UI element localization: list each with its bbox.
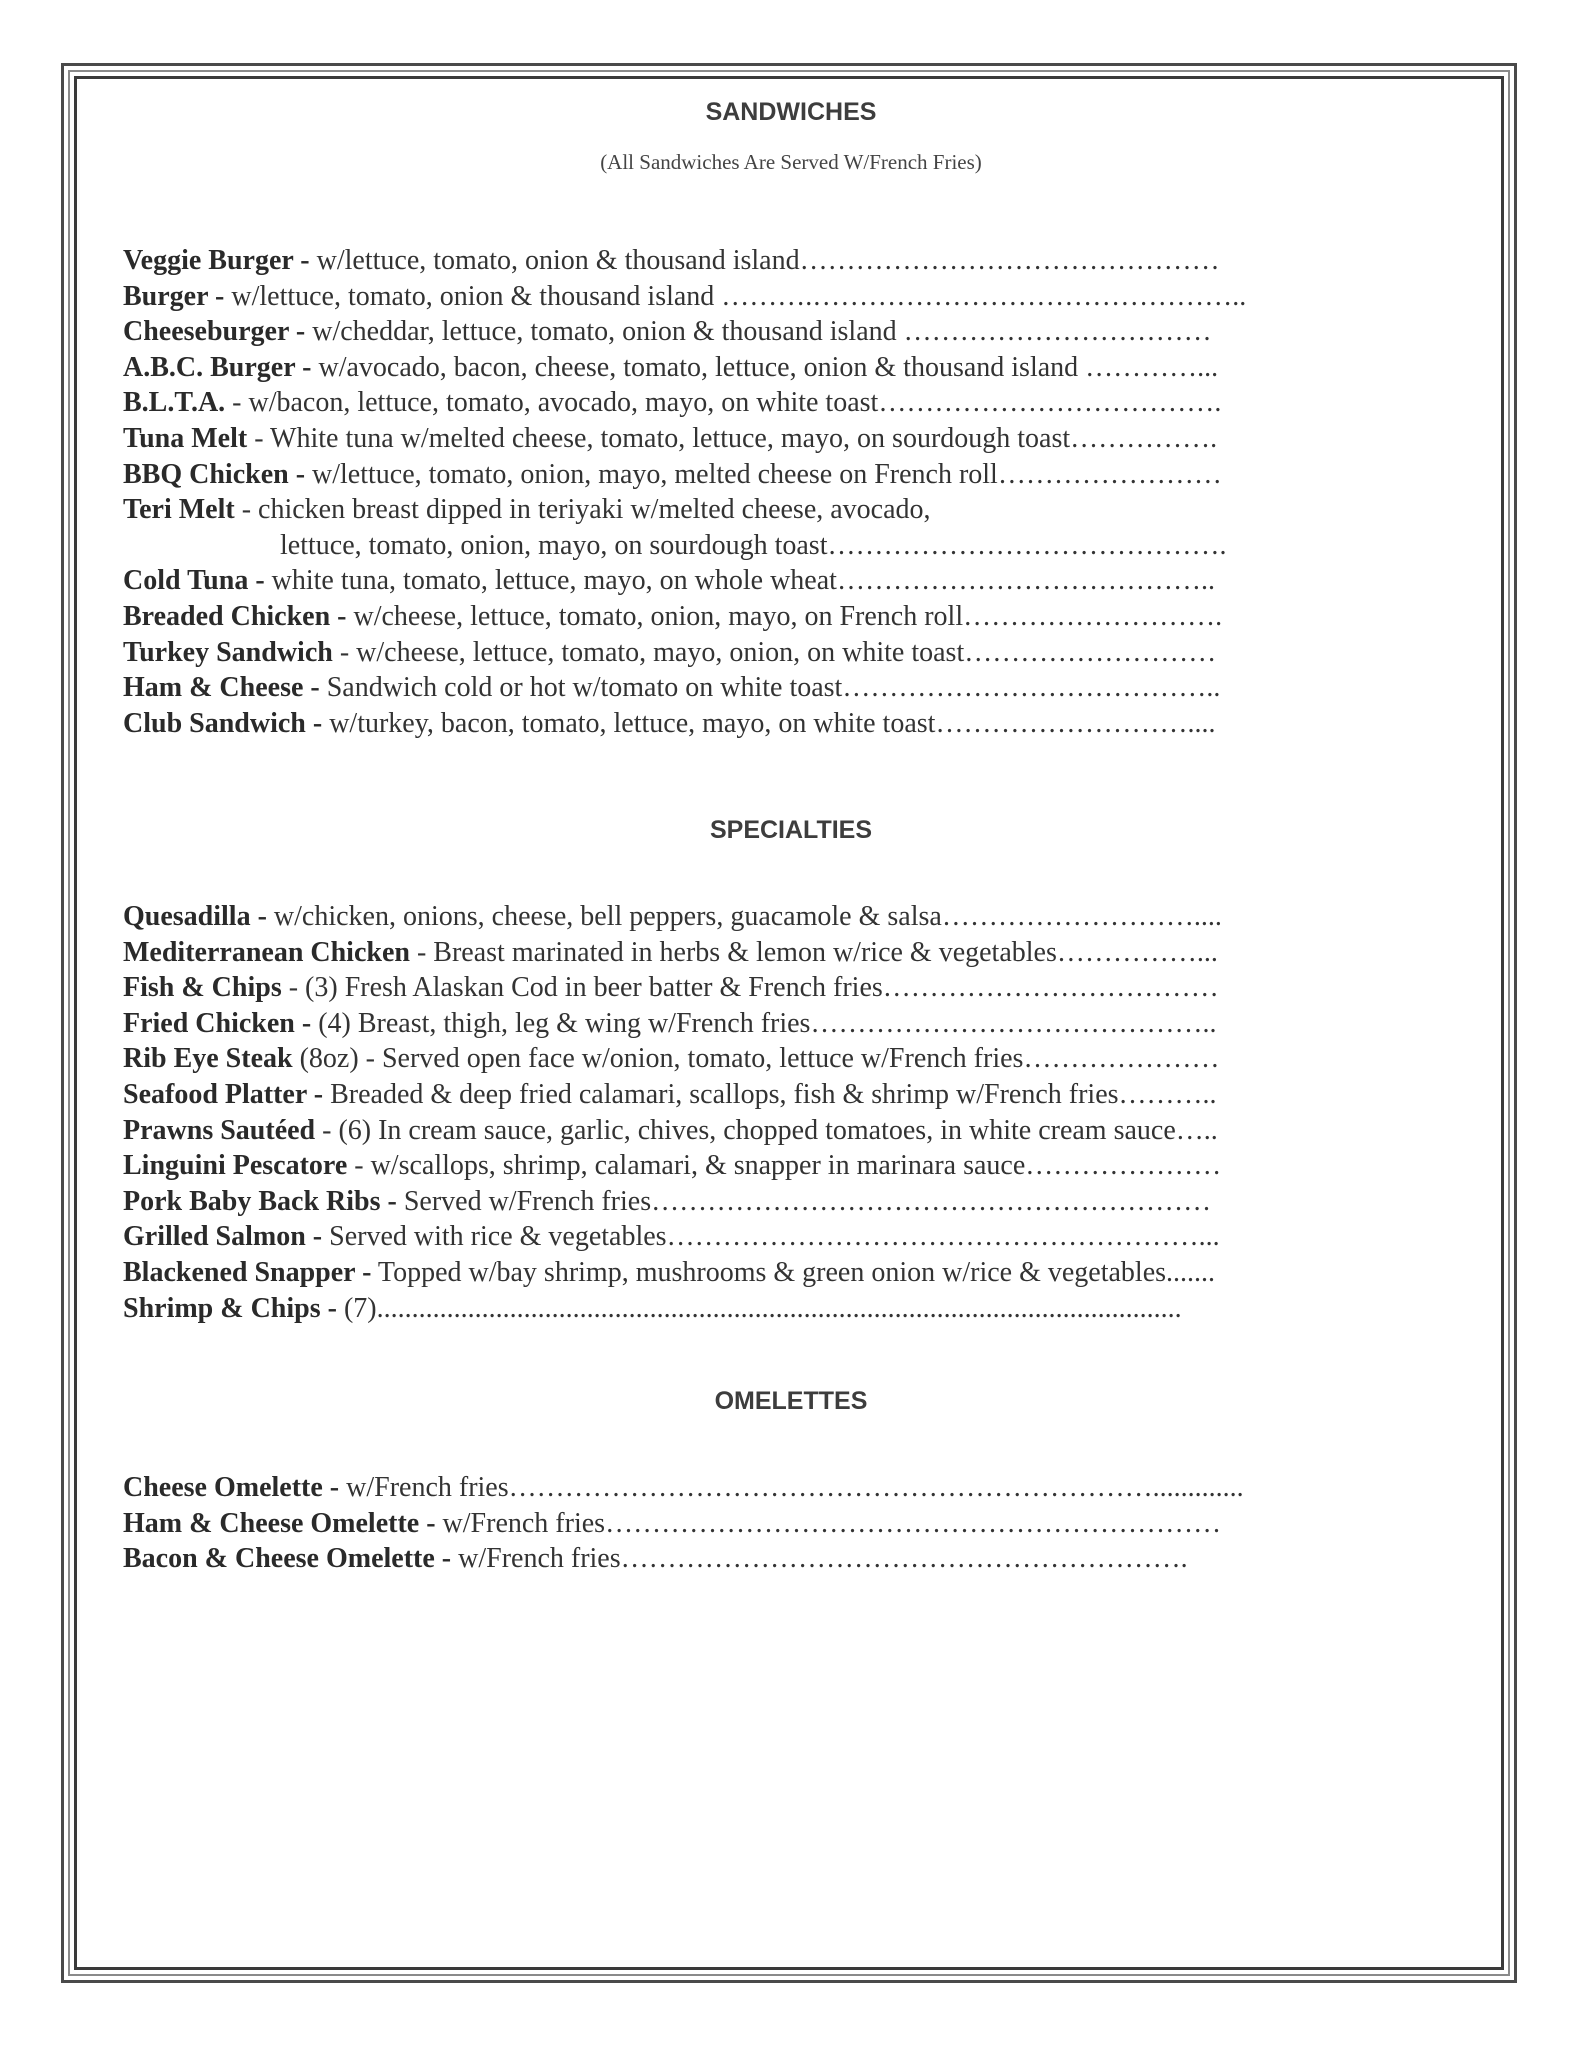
menu-item-name: A.B.C. Burger -	[123, 351, 312, 383]
menu-item-leader-dots: …………………………………………………………	[605, 1507, 1222, 1539]
menu-item-leader-dots: ………………………………	[882, 972, 1219, 1004]
menu-item	[123, 899, 1343, 935]
menu-item-leader-dots: ……………………………………………………	[651, 1185, 1212, 1217]
menu-item	[123, 1184, 1343, 1220]
menu-item	[123, 1006, 1343, 1042]
menu-item-description: Sandwich cold or hot w/tomato on white toast	[319, 672, 843, 704]
menu-item	[123, 243, 1343, 279]
menu-item-name: Teri Melt	[123, 494, 235, 526]
menu-item	[123, 706, 1343, 742]
menu-item	[123, 350, 1343, 386]
menu-item-leader-dots: …………………………………………………….	[620, 1543, 1188, 1575]
menu-item-description: w/French fries	[451, 1543, 621, 1575]
menu-item	[123, 528, 1343, 564]
menu-item	[123, 670, 1343, 706]
menu-item-name: Cold Tuna -	[123, 565, 265, 597]
menu-item-name: Breaded Chicken -	[123, 600, 347, 632]
specialties-heading: SPECIALTIES	[709, 816, 873, 844]
menu-item-description: w/cheese, lettuce, tomato, onion, mayo, on French roll	[346, 600, 964, 632]
menu-item-description: w/lettuce, tomato, onion & thousand island	[309, 245, 800, 276]
menu-item-leader-dots: ……………………………………..	[810, 1007, 1217, 1039]
menu-item-leader-dots: …………………………………..	[842, 672, 1221, 704]
menu-item-leader-dots: ……….………………………………………..	[721, 280, 1247, 312]
menu-item-leader-dots: …………………………………….	[827, 529, 1227, 561]
menu-item-name: Ham & Cheese -	[123, 672, 320, 704]
menu-item	[123, 457, 1343, 493]
menu-item-name: BBQ Chicken -	[123, 458, 306, 490]
menu-item-description: w/chicken, onions, cheese, bell peppers, guacamole & salsa	[266, 901, 942, 932]
omelettes-list	[123, 1470, 1343, 1577]
menu-item-leader-dots: ……………………	[997, 458, 1222, 490]
menu-item	[123, 1077, 1343, 1113]
menu-item	[123, 385, 1343, 421]
menu-item-name: Blackened Snapper -	[123, 1256, 372, 1288]
menu-item-leader-dots: ……………………….	[963, 600, 1223, 632]
menu-item	[123, 1470, 1343, 1506]
menu-item-description: w/lettuce, tomato, onion, mayo, melted cheese on French roll	[305, 458, 998, 490]
sandwiches-list	[123, 243, 1343, 741]
menu-item	[123, 935, 1343, 971]
menu-item-description: w/cheddar, lettuce, tomato, onion & thousand island	[305, 316, 904, 348]
menu-item-description: w/French fries	[339, 1472, 509, 1503]
menu-item-leader-dots: ………..	[1118, 1078, 1217, 1110]
menu-item-description: (8oz) - Served open face w/onion, tomato, lettuce w/French fries	[292, 1043, 1024, 1075]
menu-item-leader-dots: ……………………………….	[878, 387, 1222, 419]
menu-item-description: - (3) Fresh Alaskan Cod in beer batter & French fries	[281, 972, 883, 1004]
menu-item-name: Seafood Platter -	[123, 1078, 324, 1110]
menu-item-leader-dots: …..	[1175, 1114, 1218, 1146]
menu-item-name: Cheese Omelette -	[123, 1472, 340, 1503]
menu-item	[123, 1291, 1343, 1327]
menu-item-description: (4) Breast, thigh, leg & wing w/French fries	[311, 1007, 811, 1039]
menu-item-name: Burger -	[123, 280, 225, 312]
menu-item	[123, 1041, 1343, 1077]
menu-item-name: Fried Chicken -	[123, 1007, 312, 1039]
menu-item-leader-dots: …………………………………..	[836, 565, 1215, 597]
menu-item	[123, 970, 1343, 1006]
omelettes-heading: OMELETTES	[714, 1387, 868, 1415]
menu-item-description: Topped w/bay shrimp, mushrooms & green onion w/rice & vegetables	[371, 1256, 1167, 1288]
menu-item-description: lettuce, tomato, onion, mayo, on sourdough toast	[280, 529, 828, 561]
menu-item	[123, 1255, 1343, 1291]
menu-item-leader-dots: ………………………	[964, 636, 1217, 668]
menu-item-leader-dots: …………...	[1085, 351, 1219, 383]
specialties-list	[123, 899, 1343, 1326]
menu-item-leader-dots: …………………	[1025, 1150, 1222, 1182]
menu-item-name: Tuna Melt	[123, 422, 248, 454]
menu-item-description: w/French fries	[435, 1507, 606, 1539]
menu-item-leader-dots: …………………………………………………...	[666, 1221, 1220, 1253]
menu-item-description: w/turkey, bacon, tomato, lettuce, mayo, on white toast	[322, 707, 936, 739]
menu-item-leader-dots: ………………………....	[941, 901, 1222, 932]
menu-item-leader-dots: ……………...	[1056, 936, 1218, 968]
menu-item-name: Fish & Chips	[123, 972, 282, 1004]
menu-item-description: - chicken breast dipped in teriyaki w/melted cheese, avocado,	[234, 494, 931, 526]
menu-item-description: - White tuna w/melted cheese, tomato, lettuce, mayo, on sourdough toast	[247, 422, 1071, 454]
menu-item	[123, 1113, 1343, 1149]
menu-item-description: Served w/French fries	[396, 1185, 652, 1217]
menu-item	[123, 279, 1343, 315]
menu-item-name: Club Sandwich -	[123, 707, 323, 739]
menu-item-description: - (6) In cream sauce, garlic, chives, chopped tomatoes, in white cream sauce	[315, 1114, 1176, 1146]
menu-item-name: Prawns Sautéed	[123, 1114, 316, 1146]
menu-item-name: Pork Baby Back Ribs -	[123, 1185, 397, 1217]
menu-item-leader-dots: .......	[1166, 1256, 1216, 1288]
menu-item-description: - w/bacon, lettuce, tomato, avocado, mayo, on white toast	[225, 387, 879, 419]
menu-item-name: Rib Eye Steak	[123, 1043, 293, 1075]
menu-item-leader-dots: ……………………………	[903, 316, 1212, 348]
menu-item	[123, 1219, 1343, 1255]
menu-item	[123, 563, 1343, 599]
menu-item-name: Veggie Burger -	[123, 245, 310, 276]
menu-item-leader-dots: …………………	[1023, 1043, 1220, 1075]
menu-item	[123, 1148, 1343, 1184]
menu-item-description: - w/scallops, shrimp, calamari, & snapper in marinara sauce	[347, 1150, 1026, 1182]
menu-item-description: (7)	[336, 1292, 377, 1324]
menu-item	[123, 421, 1343, 457]
menu-item-description: w/avocado, bacon, cheese, tomato, lettuce, onion & thousand island	[311, 351, 1086, 383]
menu-item-name: Ham & Cheese Omelette -	[123, 1507, 436, 1539]
menu-item-description: white tuna, tomato, lettuce, mayo, on whole wheat	[264, 565, 837, 597]
menu-item	[123, 492, 1343, 528]
menu-item-leader-dots: …………….	[1070, 422, 1218, 454]
menu-item-description: Breaded & deep fried calamari, scallops, fish & shrimp w/French fries	[323, 1078, 1119, 1110]
menu-item-name: Shrimp & Chips -	[123, 1292, 337, 1324]
menu-item-description: - w/cheese, lettuce, tomato, mayo, onion, on white toast	[332, 636, 965, 668]
menu-item-name: Mediterranean Chicken	[123, 936, 410, 968]
menu-item-leader-dots: ...................................................................................................................	[376, 1292, 1182, 1324]
menu-item-name: B.L.T.A.	[123, 387, 226, 419]
menu-item-leader-dots: ………………………....	[935, 707, 1216, 739]
menu-item-description: w/lettuce, tomato, onion & thousand island	[224, 280, 722, 312]
menu-item-name: Grilled Salmon -	[123, 1221, 323, 1253]
menu-item-leader-dots: …………………………………………………………….............	[508, 1472, 1244, 1503]
menu-item-name: Turkey Sandwich	[123, 636, 333, 668]
menu-item-name: Linguini Pescatore	[123, 1150, 348, 1182]
sandwiches-note: (All Sandwiches Are Served W/French Fries)	[600, 150, 982, 174]
menu-item-description: - Breast marinated in herbs & lemon w/rice & vegetables	[409, 936, 1057, 968]
menu-item	[123, 635, 1343, 671]
sandwiches-heading: SANDWICHES	[705, 98, 877, 126]
menu-item	[123, 1541, 1343, 1577]
menu-item	[123, 1506, 1343, 1542]
menu-item-name: Quesadilla -	[123, 901, 267, 932]
menu-item-leader-dots: ………………………………………	[799, 245, 1220, 276]
menu-item	[123, 599, 1343, 635]
menu-item-description: Served with rice & vegetables	[322, 1221, 667, 1253]
menu-item-name: Cheeseburger -	[123, 316, 306, 348]
menu-item-name: Bacon & Cheese Omelette -	[123, 1543, 452, 1575]
menu-item	[123, 314, 1343, 350]
